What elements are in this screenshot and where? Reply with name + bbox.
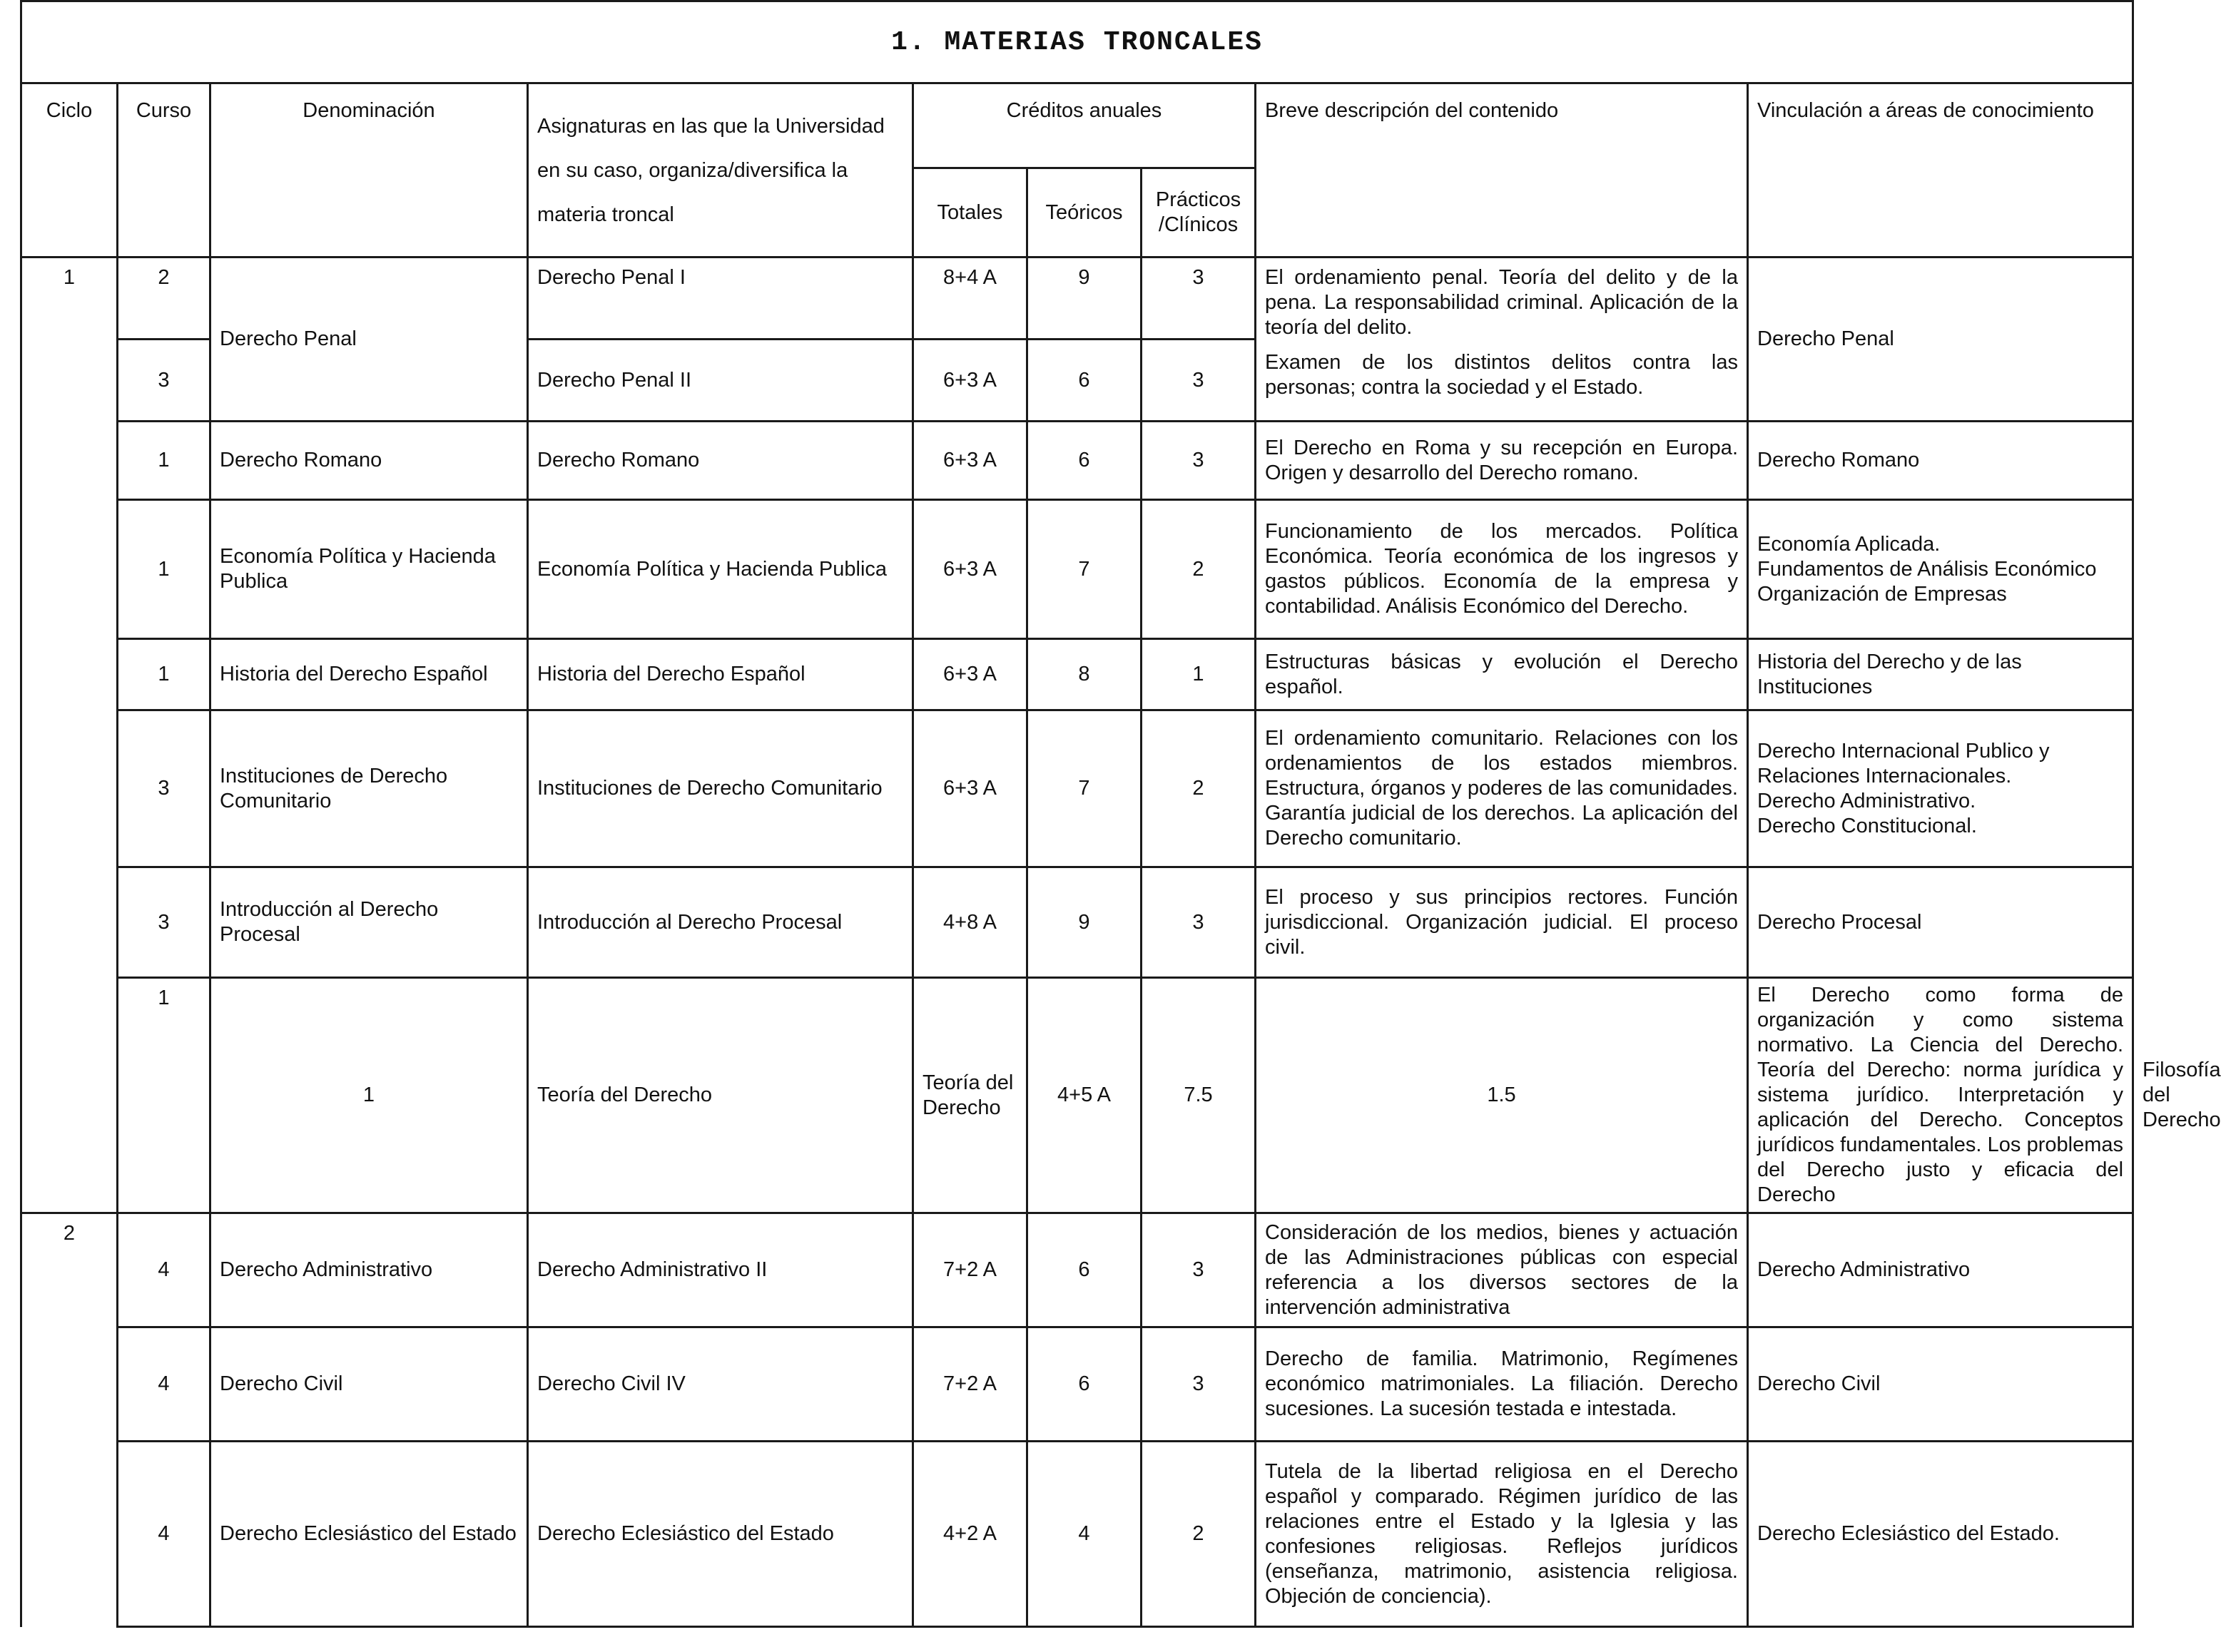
totales-cell: 4+5 A <box>1027 978 1142 1213</box>
practicos-cell: 1 <box>1142 639 1256 710</box>
practicos-cell: 2 <box>1142 500 1256 639</box>
header-denominacion: Denominación <box>210 83 528 258</box>
asignatura-cell: Derecho Penal II <box>528 340 913 422</box>
practicos-cell: 3 <box>1142 1213 1256 1327</box>
asignatura-cell: Teoría del Derecho <box>913 978 1027 1213</box>
header-asignaturas: Asignaturas en las que la Universidad en su caso, organiza/diversifica la materia troncal <box>528 83 913 258</box>
vinculacion-cell <box>1748 710 2133 867</box>
teoricos-cell: 6 <box>1027 1213 1142 1327</box>
asignatura-cell: Instituciones de Derecho Comunitario <box>528 710 913 867</box>
descripcion-cell: El Derecho en Roma y su recepción en Europa. Origen y desarrollo del Derecho romano. <box>1256 422 1748 500</box>
vinculacion-item: Organización de Empresas <box>1757 582 2007 606</box>
header-ciclo: Ciclo <box>21 83 118 258</box>
teoricos-cell: 6 <box>1027 340 1142 422</box>
asignatura-cell: Derecho Civil IV <box>528 1327 913 1442</box>
asignatura-cell: Historia del Derecho Español <box>528 639 913 710</box>
denominacion-cell: Derecho Eclesiástico del Estado <box>210 1442 528 1627</box>
header-vinculacion: Vinculación a áreas de conocimiento <box>1748 83 2133 258</box>
descripcion-cell: Tutela de la libertad religiosa en el Derecho español y comparado. Régimen jurídico de las relaciones entre el Estado y la Iglesia y las confesiones religiosas. Reflejos jurídicos (enseñanza, matrimonio, asistencia religiosa. Objeción de conciencia). <box>1256 1442 1748 1627</box>
totales-cell: 4+8 A <box>913 867 1027 978</box>
vinculacion-cell: Derecho Romano <box>1748 422 2133 500</box>
ciclo-cell: 1 <box>21 258 118 1213</box>
denominacion-cell: Teoría del Derecho <box>528 978 913 1213</box>
denominacion-cell: Derecho Administrativo <box>210 1213 528 1327</box>
curso-cell: 3 <box>118 710 210 867</box>
teoricos-cell: 8 <box>1027 639 1142 710</box>
curso-cell: 1 <box>118 500 210 639</box>
ciclo-cell: 1 <box>118 978 210 1213</box>
curso-cell: 4 <box>118 1213 210 1327</box>
asignatura-cell: Economía Política y Hacienda Publica <box>528 500 913 639</box>
teoricos-cell: 9 <box>1027 258 1142 340</box>
practicos-cell: 3 <box>1142 422 1256 500</box>
totales-cell: 8+4 A <box>913 258 1027 340</box>
teoricos-cell: 4 <box>1027 1442 1142 1627</box>
practicos-cell: 2 <box>1142 710 1256 867</box>
curso-cell: 4 <box>118 1442 210 1627</box>
totales-cell: 4+2 A <box>913 1442 1027 1627</box>
denominacion-cell: Introducción al Derecho Procesal <box>210 867 528 978</box>
asignatura-cell: Derecho Romano <box>528 422 913 500</box>
asignatura-cell: Derecho Eclesiástico del Estado <box>528 1442 913 1627</box>
vinculacion-item: Derecho Internacional Publico y Relaciones Internacionales. <box>1757 739 2050 787</box>
descripcion-cell: El Derecho como forma de organización y como sistema normativo. La Ciencia del Derecho. Teoría del Derecho: norma jurídica y sistema jurídico. Interpretación y aplicación del Derecho. Conceptos jurídicos fundamentales. Los problemas del Derecho justo y eficacia del Derecho <box>1748 978 2133 1213</box>
totales-cell: 7+2 A <box>913 1327 1027 1442</box>
teoricos-cell: 7 <box>1027 710 1142 867</box>
teoricos-cell: 6 <box>1027 1327 1142 1442</box>
practicos-cell: 3 <box>1142 1327 1256 1442</box>
totales-cell: 6+3 A <box>913 340 1027 422</box>
descripcion-cell <box>1256 258 1748 422</box>
totales-cell: 6+3 A <box>913 422 1027 500</box>
totales-cell: 6+3 A <box>913 500 1027 639</box>
curso-cell: 4 <box>118 1327 210 1442</box>
vinculacion-item: Derecho Administrativo. <box>1757 789 1976 812</box>
curso-cell: 2 <box>118 258 210 340</box>
curso-cell: 3 <box>118 867 210 978</box>
descripcion-paragraph: Examen de los distintos delitos contra las personas; contra la sociedad y el Estado. <box>1265 351 1738 399</box>
vinculacion-cell <box>1748 500 2133 639</box>
totales-cell: 7+2 A <box>913 1213 1027 1327</box>
document-page <box>20 0 2221 1628</box>
denominacion-cell: Derecho Penal <box>210 258 528 422</box>
denominacion-cell: Derecho Civil <box>210 1327 528 1442</box>
header-creditos: Créditos anuales <box>913 83 1256 168</box>
asignatura-cell: Derecho Administrativo II <box>528 1213 913 1327</box>
denominacion-cell: Economía Política y Hacienda Publica <box>210 500 528 639</box>
curso-cell: 1 <box>210 978 528 1213</box>
descripcion-cell: Derecho de familia. Matrimonio, Regímenes económico matrimoniales. La filiación. Derecho sucesiones. La sucesión testada e intestada. <box>1256 1327 1748 1442</box>
table-title: 1. MATERIAS TRONCALES <box>21 1 2133 83</box>
vinculacion-item: Fundamentos de Análisis Económico <box>1757 557 2097 581</box>
denominacion-cell: Historia del Derecho Español <box>210 639 528 710</box>
asignatura-cell: Derecho Penal I <box>528 258 913 340</box>
totales-cell: 6+3 A <box>913 639 1027 710</box>
vinculacion-cell: Derecho Procesal <box>1748 867 2133 978</box>
ciclo-cell: 2 <box>21 1213 118 1627</box>
teoricos-cell: 6 <box>1027 422 1142 500</box>
practicos-cell: 2 <box>1142 1442 1256 1627</box>
header-practicos: Prácticos /Clínicos <box>1142 168 1256 258</box>
denominacion-cell: Instituciones de Derecho Comunitario <box>210 710 528 867</box>
practicos-cell: 3 <box>1142 258 1256 340</box>
vinculacion-item: Derecho Constitucional. <box>1757 814 1977 837</box>
vinculacion-cell: Derecho Administrativo <box>1748 1213 2133 1327</box>
materias-troncales-table: 1. MATERIAS TRONCALES Ciclo Curso Denominación Asignaturas en las que la Universidad en su caso, organiza/diversifica la materia troncal Créditos anuales Breve descripción del contenido Vinculación a áreas de conocimiento Totales Teóricos Prácticos /Clínicos 1 2 Derecho Penal Derecho Penal I 8+4 A 9 3 El ordenamiento penal. Teoría del delito y de la pena. La responsabilidad criminal. Aplicación de la teoría del delito. Examen de los distintos delitos contra las personas; contra la sociedad y el Estado. Derecho Penal 3 Derecho Penal II 6+3 A 6 3 1 Derecho Romano Derecho Romano 6+3 A 6 3 El Derecho en Roma y su recepción en Europa. Origen y desarrollo del Derecho romano. Derecho Romano 1 Economía Política y Hacienda Publica Economía Política y Hacienda Publica 6+3 A 7 2 Funcionamiento de los mercados. Política Económica. Teoría económica de los ingresos y gastos públicos. Economía de la empresa y contabilidad. Análisis Económico del Derecho. Economía Aplicada. Fundamentos de Análisis Económico Organización de Empresas 1 Historia del Derecho Español Historia del Derecho Español 6+3 A 8 1 Estructuras básicas y evolución el Derecho español. Historia del Derecho y de las Instituciones 3 Instituciones de Derecho Comunitario Instituciones de Derecho Comunitario 6+3 A 7 2 El ordenamiento comunitario. Relaciones con los ordenamientos de los estados miembros. Estructura, órganos y poderes de las comunidades. Garantía judicial de los derechos. La aplicación del Derecho comunitario. Derecho Internacional Publico y Relaciones Internacionales. Derecho Administrativo. Derecho Constitucional. 3 Introducción al Derecho Procesal Introducción al Derecho Procesal 4+8 A 9 3 El proceso y sus principios rectores. Función jurisdiccional. Organización judicial. El proceso civil. Derecho Procesal 1 1 Teoría del Derecho Teoría del Derecho 4+5 A 7.5 1.5 El Derecho como forma de organización y como sistema normativo. La Ciencia del Derecho. Teoría del Derecho: norma jurídica y sistema jurídico. Interpretación y aplicación del Derecho. Conceptos jurídicos fundamentales. Los problemas del Derecho justo y eficacia del Derecho Filosofía del Derecho 2 4 Derecho Administrativo Derecho Administrativo II 7+2 A 6 3 Consideración de los medios, bienes y actuación de las Administraciones públicas con especial referencia a los diversos sectores de la intervención administrativa Derecho Administrativo 4 Derecho Civil Derecho Civil IV 7+2 A 6 3 Derecho de familia. Matrimonio, Regímenes económico matrimoniales. La filiación. Derecho sucesiones. La sucesión testada e intestada. Derecho Civil 4 Derecho Eclesiástico del Estado Derecho Eclesiástico del Estado 4+2 A 4 2 Tutela de la libertad religiosa en el Derecho español y comparado. Régimen jurídico de las relaciones entre el Estado y la Iglesia y las confesiones religiosas. Reflejos jurídicos (enseñanza, matrimonio, asistencia religiosa. Objeción de conciencia). Derecho Eclesiástico del Estado. <box>20 0 2134 1628</box>
vinculacion-cell: Derecho Penal <box>1748 258 2133 422</box>
practicos-cell: 3 <box>1142 867 1256 978</box>
header-curso: Curso <box>118 83 210 258</box>
denominacion-cell: Derecho Romano <box>210 422 528 500</box>
descripcion-cell: Consideración de los medios, bienes y actuación de las Administraciones públicas con especial referencia a los diversos sectores de la intervención administrativa <box>1256 1213 1748 1327</box>
descripcion-cell: El proceso y sus principios rectores. Función jurisdiccional. Organización judicial. El proceso civil. <box>1256 867 1748 978</box>
descripcion-cell: Funcionamiento de los mercados. Política Económica. Teoría económica de los ingresos y gastos públicos. Economía de la empresa y contabilidad. Análisis Económico del Derecho. <box>1256 500 1748 639</box>
descripcion-cell: Estructuras básicas y evolución el Derecho español. <box>1256 639 1748 710</box>
header-totales: Totales <box>913 168 1027 258</box>
header-teoricos: Teóricos <box>1027 168 1142 258</box>
totales-cell: 6+3 A <box>913 710 1027 867</box>
descripcion-cell: El ordenamiento comunitario. Relaciones con los ordenamientos de los estados miembros. Estructura, órganos y poderes de las comunidades. Garantía judicial de los derechos. La aplicación del Derecho comunitario. <box>1256 710 1748 867</box>
curso-cell: 3 <box>118 340 210 422</box>
teoricos-cell: 7 <box>1027 500 1142 639</box>
practicos-cell: 3 <box>1142 340 1256 422</box>
teoricos-cell: 9 <box>1027 867 1142 978</box>
vinculacion-cell: Derecho Eclesiástico del Estado. <box>1748 1442 2133 1627</box>
vinculacion-cell: Derecho Civil <box>1748 1327 2133 1442</box>
practicos-cell: 1.5 <box>1256 978 1748 1213</box>
descripcion-paragraph: El ordenamiento penal. Teoría del delito y de la pena. La responsabilidad criminal. Aplicación de la teoría del delito. <box>1265 266 1738 339</box>
curso-cell: 1 <box>118 639 210 710</box>
curso-cell: 1 <box>118 422 210 500</box>
header-descripcion: Breve descripción del contenido <box>1256 83 1748 258</box>
vinculacion-item: Economía Aplicada. <box>1757 532 1941 556</box>
asignatura-cell: Introducción al Derecho Procesal <box>528 867 913 978</box>
vinculacion-cell: Historia del Derecho y de las Instituciones <box>1748 639 2133 710</box>
teoricos-cell: 7.5 <box>1142 978 1256 1213</box>
